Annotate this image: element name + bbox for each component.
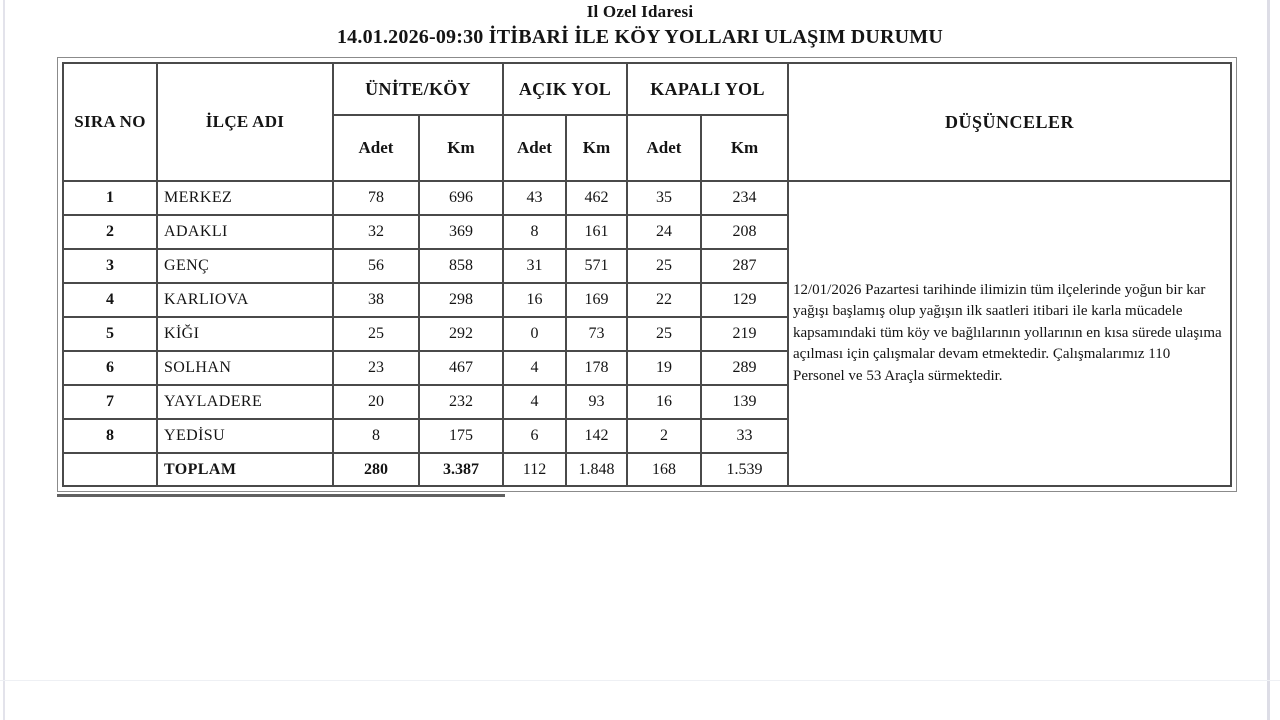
acik-adet: 4 xyxy=(503,385,566,419)
acik-adet: 31 xyxy=(503,249,566,283)
total-label: TOPLAM xyxy=(157,453,333,486)
unite-km: 292 xyxy=(419,317,503,351)
acik-adet: 6 xyxy=(503,419,566,453)
district-name: GENÇ xyxy=(157,249,333,283)
total-acik-km: 1.848 xyxy=(566,453,627,486)
row-number: 1 xyxy=(63,181,157,215)
unite-adet: 32 xyxy=(333,215,419,249)
col-header-dusunceler: DÜŞÜNCELER xyxy=(788,63,1231,181)
subheader-unite-km: Km xyxy=(419,115,503,181)
acik-adet: 4 xyxy=(503,351,566,385)
kapali-km: 139 xyxy=(701,385,788,419)
remarks-cell xyxy=(788,181,1231,486)
kapali-adet: 25 xyxy=(627,317,701,351)
subheader-kapali-km: Km xyxy=(701,115,788,181)
col-group-kapali-yol: KAPALI YOL xyxy=(627,63,788,115)
remarks-text: 12/01/2026 Pazartesi tarihinde ilimizin tüm ilçelerinde yoğun bir kar yağışı başlamış olup yağışın ilk saatleri itibari ile karla mücadele kapsamındaki tüm köy ve bağlılarının yollarının en kısa sürede ulaşıma açılması için çalışmalar devam etmektedir. Çalışmalarımız 110 Personel ve 53 Araçla sürmektedir. xyxy=(793,281,1222,384)
acik-adet: 16 xyxy=(503,283,566,317)
acik-adet: 8 xyxy=(503,215,566,249)
kapali-km: 287 xyxy=(701,249,788,283)
row-number: 6 xyxy=(63,351,157,385)
unite-adet: 38 xyxy=(333,283,419,317)
kapali-km: 219 xyxy=(701,317,788,351)
unite-adet: 78 xyxy=(333,181,419,215)
kapali-km: 289 xyxy=(701,351,788,385)
subheader-acik-adet: Adet xyxy=(503,115,566,181)
row-number: 7 xyxy=(63,385,157,419)
kapali-adet: 22 xyxy=(627,283,701,317)
total-kapali-adet: 168 xyxy=(627,453,701,486)
scan-artifact-line xyxy=(57,494,505,497)
unite-adet: 56 xyxy=(333,249,419,283)
document-title: Il Ozel Idaresi xyxy=(586,2,694,21)
total-kapali-km: 1.539 xyxy=(701,453,788,486)
total-unite-km: 3.387 xyxy=(419,453,503,486)
row-number: 5 xyxy=(63,317,157,351)
row-number: 2 xyxy=(63,215,157,249)
page-edge-bottom xyxy=(0,680,1280,681)
row-number: 8 xyxy=(63,419,157,453)
unite-km: 175 xyxy=(419,419,503,453)
district-name: KİĞI xyxy=(157,317,333,351)
unite-km: 696 xyxy=(419,181,503,215)
total-acik-adet: 112 xyxy=(503,453,566,486)
unite-km: 467 xyxy=(419,351,503,385)
district-name: MERKEZ xyxy=(157,181,333,215)
kapali-adet: 25 xyxy=(627,249,701,283)
acik-adet: 43 xyxy=(503,181,566,215)
col-group-unite-koy: ÜNİTE/KÖY xyxy=(333,63,503,115)
unite-km: 369 xyxy=(419,215,503,249)
acik-km: 142 xyxy=(566,419,627,453)
acik-km: 462 xyxy=(566,181,627,215)
unite-adet: 20 xyxy=(333,385,419,419)
unite-adet: 23 xyxy=(333,351,419,385)
kapali-adet: 19 xyxy=(627,351,701,385)
col-header-sira-no: SIRA NO xyxy=(63,63,157,181)
row-number: 3 xyxy=(63,249,157,283)
kapali-adet: 24 xyxy=(627,215,701,249)
subheader-acik-km: Km xyxy=(566,115,627,181)
page-edge-right xyxy=(1267,0,1270,720)
empty-cell xyxy=(63,453,157,486)
kapali-km: 208 xyxy=(701,215,788,249)
table-row xyxy=(63,181,1231,215)
acik-km: 93 xyxy=(566,385,627,419)
subheader-kapali-adet: Adet xyxy=(627,115,701,181)
page-edge-left xyxy=(3,0,5,720)
document-header xyxy=(0,0,1280,49)
kapali-adet: 2 xyxy=(627,419,701,453)
kapali-km: 129 xyxy=(701,283,788,317)
acik-km: 161 xyxy=(566,215,627,249)
kapali-km: 33 xyxy=(701,419,788,453)
kapali-adet: 16 xyxy=(627,385,701,419)
unite-km: 298 xyxy=(419,283,503,317)
acik-adet: 0 xyxy=(503,317,566,351)
unite-adet: 25 xyxy=(333,317,419,351)
district-name: KARLIOVA xyxy=(157,283,333,317)
col-header-ilce-adi: İLÇE ADI xyxy=(157,63,333,181)
acik-km: 178 xyxy=(566,351,627,385)
unite-adet: 8 xyxy=(333,419,419,453)
district-name: YAYLADERE xyxy=(157,385,333,419)
district-name: SOLHAN xyxy=(157,351,333,385)
document-subtitle: 14.01.2026-09:30 İTİBARİ İLE KÖY YOLLARI ULAŞIM DURUMU xyxy=(336,26,944,48)
district-name: YEDİSU xyxy=(157,419,333,453)
road-status-table-wrapper xyxy=(57,57,1237,492)
subheader-unite-adet: Adet xyxy=(333,115,419,181)
acik-km: 571 xyxy=(566,249,627,283)
unite-km: 232 xyxy=(419,385,503,419)
col-group-acik-yol: AÇIK YOL xyxy=(503,63,627,115)
district-name: ADAKLI xyxy=(157,215,333,249)
unite-km: 858 xyxy=(419,249,503,283)
kapali-km: 234 xyxy=(701,181,788,215)
acik-km: 73 xyxy=(566,317,627,351)
acik-km: 169 xyxy=(566,283,627,317)
total-unite-adet: 280 xyxy=(333,453,419,486)
row-number: 4 xyxy=(63,283,157,317)
kapali-adet: 35 xyxy=(627,181,701,215)
road-status-table xyxy=(62,62,1232,487)
